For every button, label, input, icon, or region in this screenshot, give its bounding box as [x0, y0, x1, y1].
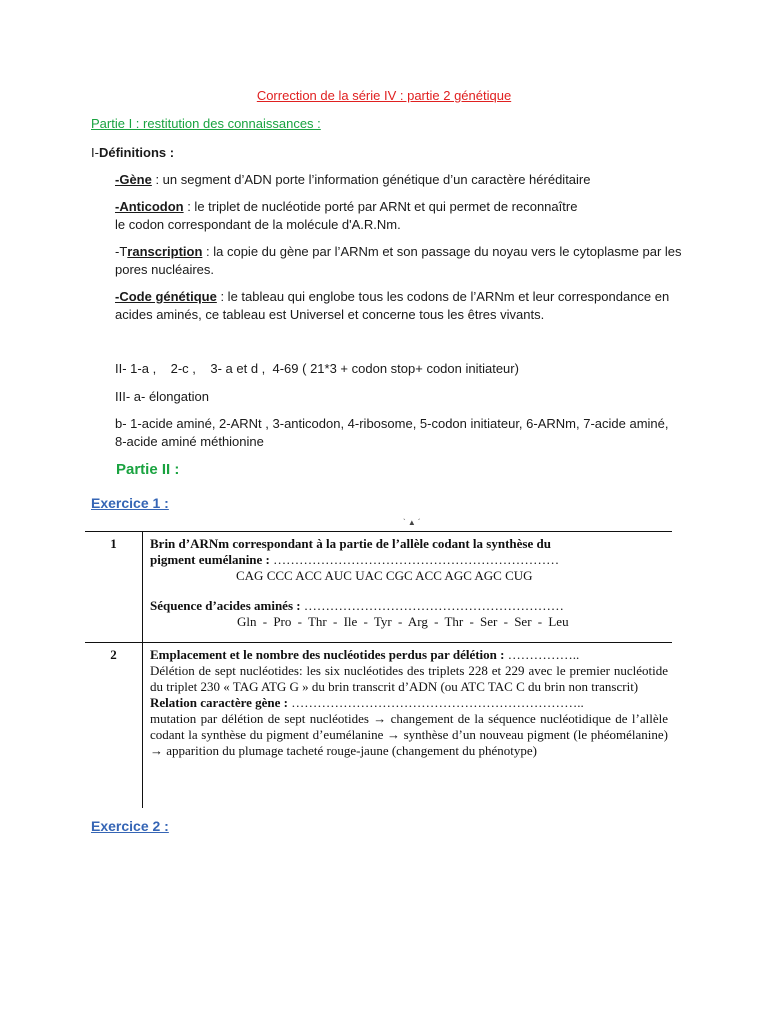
amino-acid-label-line	[150, 598, 668, 614]
row-content	[143, 643, 673, 809]
amino-acid-sequence: Gln - Pro - Thr - Ile - Tyr - Arg - Thr - Ser - Ser - Leu	[237, 614, 569, 629]
row2-heading: Emplacement et le nombre des nucléotides perdus par délétion :	[150, 647, 505, 662]
row-number: 2	[85, 643, 143, 809]
mutation-text: mutation par délétion de sept nucléotides → changement de la séquence nucléotidique de l’allèle codant la synthèse du pigment d’eumélanine → synthèse d’un nouveau pigment (le phéomélanine) → apparition du plumage tacheté rouge-jaune (changement du phénotype)	[150, 711, 668, 758]
row2-heading-line	[150, 647, 668, 663]
amino-acid-dots: ……………………………………………………	[300, 598, 564, 613]
row2-dots: ……………..	[504, 647, 580, 662]
definition-transcription	[115, 243, 685, 279]
mrna-sequence: CAG CCC ACC AUC UAC CGC ACC AGC AGC CUG	[236, 568, 533, 583]
row-number: 1	[85, 532, 143, 643]
definition-gene-text: : un segment d’ADN porte l’information génétique d’un caractère héréditaire	[151, 172, 591, 187]
term-gene: -Gène	[115, 172, 152, 187]
section-heading-partie2: Partie II :	[116, 461, 180, 478]
definition-code-genetique	[115, 288, 685, 324]
relation-dots: …………………………………………………………..	[288, 695, 584, 710]
exercise-1-heading: Exercice 1 :	[91, 495, 169, 511]
answer-section-ii: II- 1-a , 2-c , 3- a et d , 4-69 ( 21*3 + codon stop+ codon initiateur)	[115, 361, 519, 376]
term-transcription-prefix: -T	[115, 244, 128, 259]
row-content	[143, 532, 673, 643]
relation-label: Relation caractère gène :	[150, 695, 289, 710]
term-code-genetique: -Code génétique	[115, 289, 217, 304]
definition-gene	[115, 171, 685, 189]
definition-code-text1: : le tableau qui englobe tous les codons de l’ARNm et leur correspondance en	[216, 289, 670, 304]
answer-iii-b-line1: b- 1-acide aminé, 2-ARNt , 3-anticodon, 4-ribosome, 5-codon initiateur, 6-ARNm, 7-acide aminé,	[115, 416, 669, 431]
table-row	[85, 643, 672, 809]
row1-heading	[150, 536, 668, 568]
deletion-text: Délétion de sept nucléotides: les six nucléotides des triplets 228 et 229 avec le premier nucléotide du triplet 230 « TAG ATG G » du brin transcrit d’ADN (ou ATC TAC C du brin non transcrit)	[150, 663, 668, 694]
row1-heading-line2: pigment eumélanine :	[150, 552, 270, 567]
page-title: Correction de la série IV : partie 2 génétique	[256, 88, 512, 103]
term-transcription: ranscription	[127, 244, 203, 259]
row1-heading-line1: Brin d’ARNm correspondant à la partie de l’allèle codant la synthèse du	[150, 536, 551, 551]
scan-marks: ` ▲ ´	[403, 518, 421, 527]
definitions-label: Définitions :	[98, 145, 175, 160]
definition-transcription-text1: : la copie du gène par l’ARNm et son passage du noyau vers le cytoplasme par les	[202, 244, 682, 259]
amino-acid-label: Séquence d’acides aminés :	[150, 598, 301, 613]
definition-anticodon-text1: : le triplet de nucléotide porté par ARNt et qui permet de reconnaître	[183, 199, 578, 214]
definitions-prefix: I-	[91, 145, 99, 160]
definition-anticodon	[115, 198, 685, 234]
exercise-2-heading: Exercice 2 :	[91, 818, 169, 834]
definition-transcription-text2: pores nucléaires.	[115, 262, 214, 277]
answer-section-iii-b	[115, 415, 695, 451]
table-row	[85, 532, 672, 643]
definitions-heading	[91, 144, 174, 162]
relation-label-line	[150, 695, 668, 711]
section-heading-partie1: Partie I : restitution des connaissances :	[91, 116, 321, 131]
answer-iii-b-line2: 8-acide aminé méthionine	[115, 434, 264, 449]
row1-dots: …………………………………………………………	[269, 552, 560, 567]
definition-code-text2: acides aminés, ce tableau est Universel et concerne tous les êtres vivants.	[115, 307, 545, 322]
answer-section-iii-a: III- a- élongation	[115, 389, 209, 404]
term-anticodon: -Anticodon	[115, 199, 184, 214]
exercise-1-table	[85, 531, 672, 808]
definition-anticodon-text2: le codon correspondant de la molécule d'A.R.Nm.	[115, 217, 401, 232]
